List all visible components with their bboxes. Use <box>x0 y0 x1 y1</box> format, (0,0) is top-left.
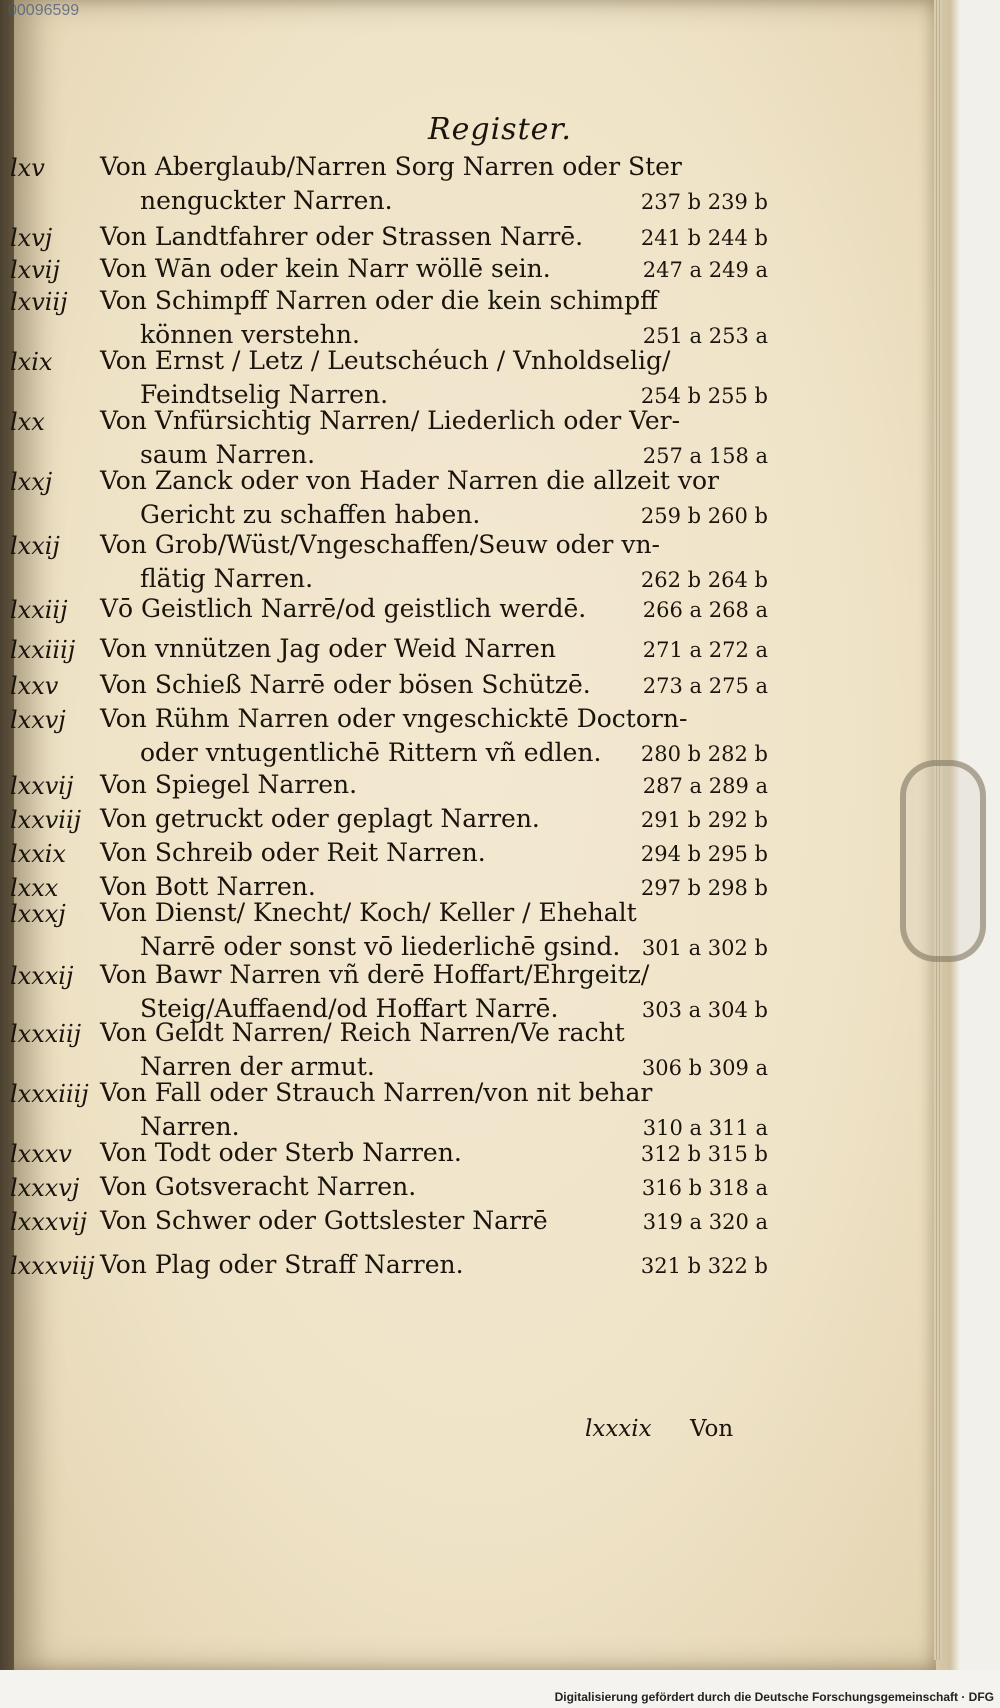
entry-number: lxxxvj <box>10 1174 80 1202</box>
entry-title-continuation: können verstehn. <box>140 320 360 349</box>
entry-pages: 303 a 304 b <box>641 998 768 1022</box>
entry-number: lxxix <box>10 840 66 868</box>
entry-title: Von Aberglaub/Narren Sorg Narren oder Ster <box>100 152 682 181</box>
entry-pages: 319 a 320 a <box>642 1210 768 1234</box>
entry-title: Von Plag oder Straff Narren. <box>100 1250 464 1279</box>
catchword-word: Von <box>690 1416 734 1442</box>
entry-number: lxxij <box>10 532 60 560</box>
entry-title: Von Bawr Narren vñ derē Hoffart/Ehrgeitz/ <box>100 960 650 989</box>
entry-title: Von Landtfahrer oder Strassen Narrē. <box>100 222 584 251</box>
entry-title-continuation: Narrē oder sonst vō liederlichē gsind. <box>140 932 621 961</box>
entry-title-continuation: Narren. <box>140 1112 240 1141</box>
entry-pages: 237 b 239 b <box>640 190 768 214</box>
entry-title-continuation: Narren der armut. <box>140 1052 375 1081</box>
entry-title-continuation: Feindtselig Narren. <box>140 380 389 409</box>
entry-pages: 294 b 295 b <box>640 842 768 866</box>
entry-title: Von Geldt Narren/ Reich Narren/Ve racht <box>100 1018 625 1047</box>
entry-title: Von Zanck oder von Hader Narren die allzeit vor <box>100 466 719 495</box>
entry-pages: 310 a 311 a <box>642 1116 768 1140</box>
entry-number: lxx <box>10 408 45 436</box>
entry-number: lxvj <box>10 224 53 252</box>
entry-title: Von Rühm Narren oder vngeschicktē Doctorn- <box>100 704 688 733</box>
entry-title: Vō Geistlich Narrē/od geistlich werdē. <box>100 594 587 623</box>
page-heading: Register. <box>428 112 572 147</box>
paper-clip <box>900 760 986 962</box>
entry-number: lxxxiij <box>10 1020 82 1048</box>
entry-title: Von Dienst/ Knecht/ Koch/ Keller / Ehehalt <box>100 898 637 927</box>
entry-title: Von Wān oder kein Narr wöllē sein. <box>100 254 551 283</box>
scan-id: 00096599 <box>8 2 80 19</box>
entry-title: Von Gotsveracht Narren. <box>100 1172 417 1201</box>
entry-pages: 266 a 268 a <box>642 598 768 622</box>
entry-title-continuation: Steig/Auffaend/od Hoffart Narrē. <box>140 994 559 1023</box>
entry-number: lxxviij <box>10 806 82 834</box>
entry-number: lxxvj <box>10 706 66 734</box>
entry-pages: 247 a 249 a <box>642 258 768 282</box>
entry-pages: 251 a 253 a <box>642 324 768 348</box>
entry-pages: 241 b 244 b <box>640 226 768 250</box>
entry-number: lxxxij <box>10 962 74 990</box>
entry-number: lxxxv <box>10 1140 72 1168</box>
entry-pages: 262 b 264 b <box>640 568 768 592</box>
entry-number: lxxxviij <box>10 1252 95 1280</box>
entry-title: Von Schieß Narrē oder bösen Schützē. <box>100 670 591 699</box>
entry-number: lxv <box>10 154 45 182</box>
entry-pages: 259 b 260 b <box>640 504 768 528</box>
entry-number: lxxiiij <box>10 636 76 664</box>
entry-pages: 301 a 302 b <box>641 936 768 960</box>
entry-number: lxxxj <box>10 900 66 928</box>
entry-pages: 287 a 289 a <box>642 774 768 798</box>
entry-pages: 280 b 282 b <box>640 742 768 766</box>
entry-pages: 257 a 158 a <box>642 444 768 468</box>
entry-number: lxxiij <box>10 596 68 624</box>
entry-title-continuation: flätig Narren. <box>140 564 314 593</box>
catchword-number: lxxxix <box>585 1416 652 1442</box>
entry-number: lxxj <box>10 468 53 496</box>
entry-number: lxxxvij <box>10 1208 87 1236</box>
entry-pages: 297 b 298 b <box>640 876 768 900</box>
entry-title: Von Grob/Wüst/Vngeschaffen/Seuw oder vn- <box>100 530 660 559</box>
entry-pages: 271 a 272 a <box>642 638 768 662</box>
entry-title: Von Spiegel Narren. <box>100 770 358 799</box>
footer-credit: Digitalisierung gefördert durch die Deutsche Forschungsgemeinschaft · DFG <box>554 1690 994 1704</box>
entry-title: Von Bott Narren. <box>100 872 316 901</box>
entry-number: lxxx <box>10 874 59 902</box>
entry-title: Von Fall oder Strauch Narren/von nit behar <box>100 1078 653 1107</box>
entry-title: Von Vnfürsichtig Narren/ Liederlich oder Ver- <box>100 406 681 435</box>
entry-title: Von Schwer oder Gottslester Narrē <box>100 1206 548 1235</box>
entry-pages: 312 b 315 b <box>640 1142 768 1166</box>
entry-pages: 291 b 292 b <box>640 808 768 832</box>
entry-number: lxxvij <box>10 772 74 800</box>
entry-number: lxviij <box>10 288 68 316</box>
entry-pages: 306 b 309 a <box>641 1056 768 1080</box>
entry-title: Von Schreib oder Reit Narren. <box>100 838 486 867</box>
entry-number: lxxxiiij <box>10 1080 89 1108</box>
entry-number: lxxv <box>10 672 59 700</box>
entry-title: Von Todt oder Sterb Narren. <box>100 1138 462 1167</box>
entry-pages: 254 b 255 b <box>640 384 768 408</box>
entry-pages: 316 b 318 a <box>641 1176 768 1200</box>
entry-title: Von vnnützen Jag oder Weid Narren <box>100 634 556 663</box>
entry-pages: 321 b 322 b <box>640 1254 768 1278</box>
entry-title: Von getruckt oder geplagt Narren. <box>100 804 540 833</box>
entry-pages: 273 a 275 a <box>642 674 768 698</box>
entry-title: Von Ernst / Letz / Leutschéuch / Vnholdselig/ <box>100 346 671 375</box>
entry-number: lxix <box>10 348 53 376</box>
entry-number: lxvij <box>10 256 60 284</box>
entry-title-continuation: nenguckter Narren. <box>140 186 393 215</box>
entry-title-continuation: saum Narren. <box>140 440 316 469</box>
entry-title: Von Schimpff Narren oder die kein schimpff <box>100 286 658 315</box>
entry-title-continuation: Gericht zu schaffen haben. <box>140 500 481 529</box>
entry-title-continuation: oder vntugentlichē Rittern vñ edlen. <box>140 738 602 767</box>
